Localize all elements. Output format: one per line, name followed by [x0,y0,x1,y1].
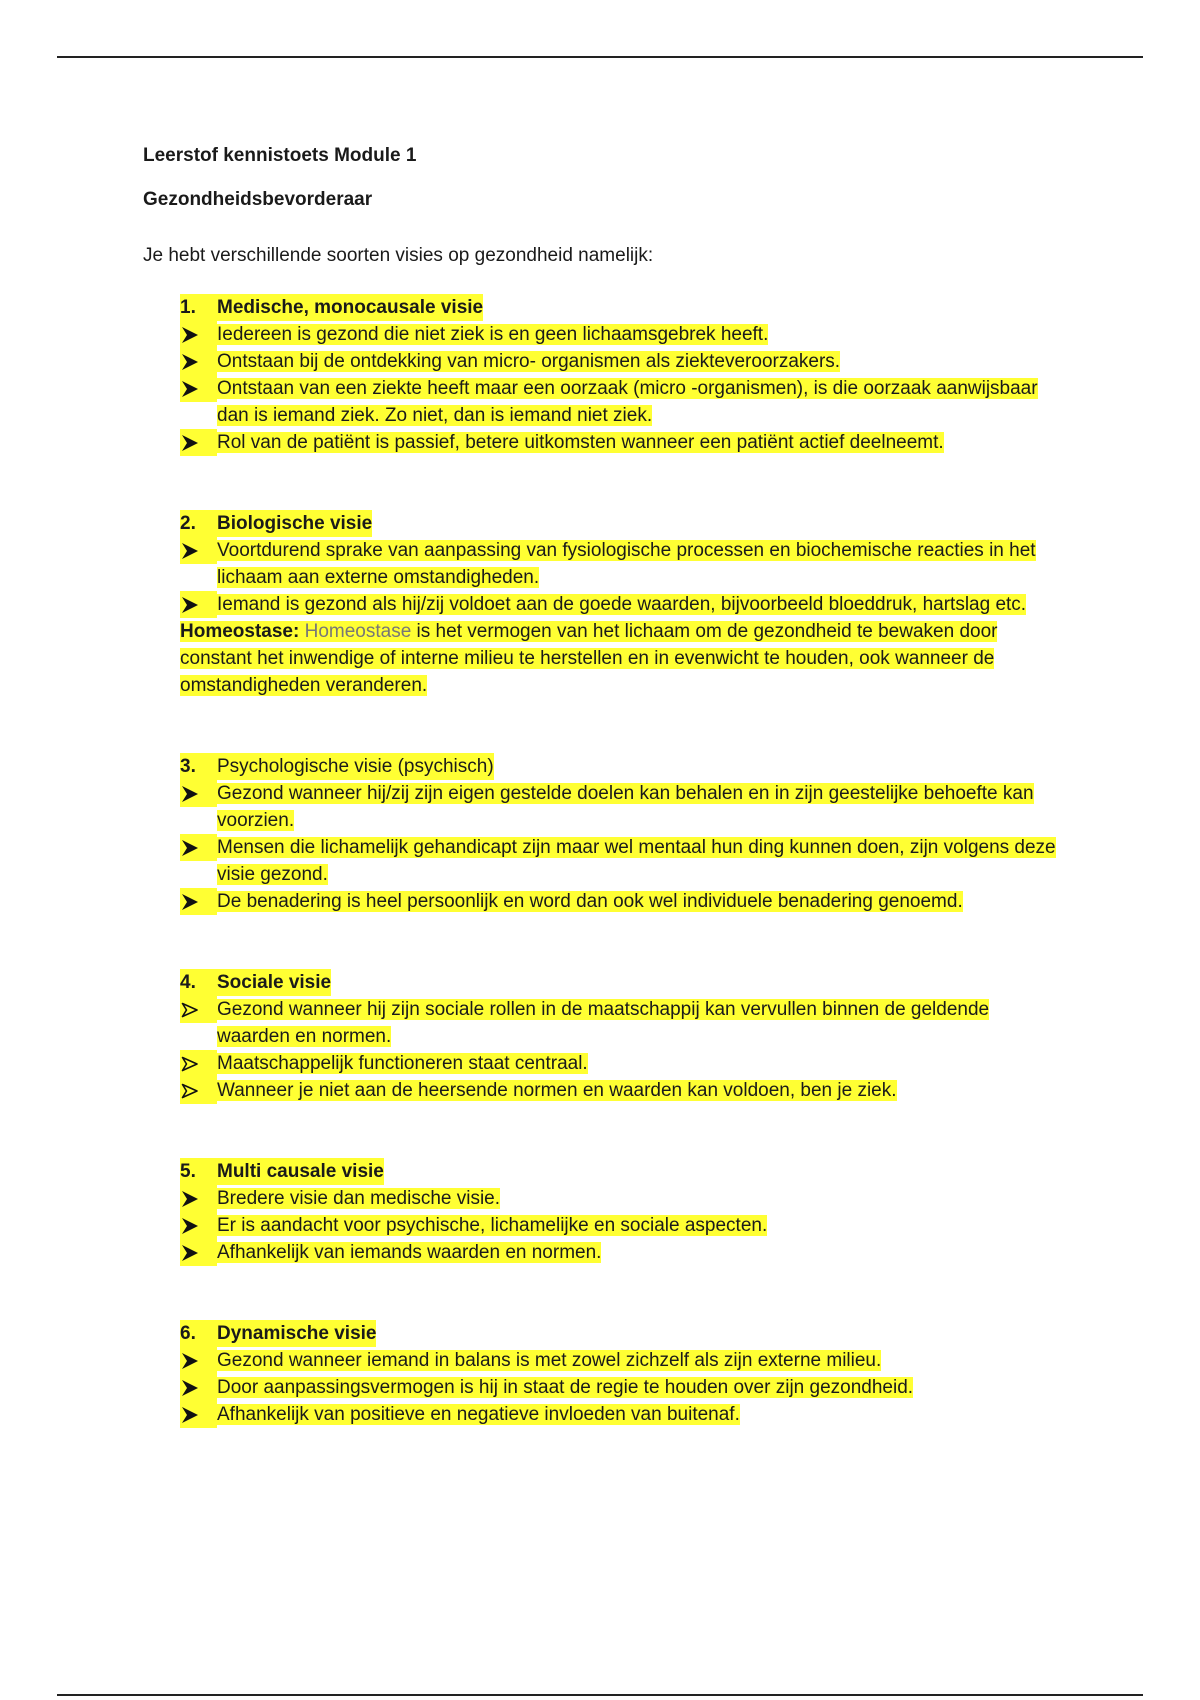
arrow-bullet-icon [180,1239,217,1266]
bullet-text: Afhankelijk van iemands waarden en normen. [217,1242,602,1263]
bullet-text: Bredere visie dan medische visie. [217,1188,501,1209]
arrow-bullet-icon [180,537,217,564]
section-heading [180,294,1063,321]
bullet-text: Gezond wanneer iemand in balans is met zowel zichzelf als zijn externe milieu. [217,1350,882,1371]
arrow-bullet-icon [180,375,217,402]
homeostase-definition [180,618,1063,699]
visie-section [180,510,1063,699]
arrow-bullet-icon [180,321,217,348]
arrow-bullet-icon [180,348,217,375]
section-heading [180,753,1063,780]
arrow-bullet-icon [180,1374,217,1401]
bullet-item [180,1185,1063,1212]
bullet-item [180,780,1063,834]
document-title: Leerstof kennistoets Module 1 [143,145,417,166]
visie-section [180,969,1063,1104]
bullet-item [180,1050,1063,1077]
bullet-item [180,429,1063,456]
bullet-item [180,537,1063,591]
bullet-item [180,834,1063,888]
definition-label: Homeostase: [180,621,300,642]
bullet-text: Ontstaan van een ziekte heeft maar een oorzaak (micro -organismen), is die oorzaak aanwijsbaar dan is iemand ziek. Zo niet, dan is iemand niet ziek. [217,378,1038,426]
section-heading [180,1158,1063,1185]
arrow-bullet-icon [180,1212,217,1239]
bullet-item [180,888,1063,915]
bullet-text: De benadering is heel persoonlijk en word dan ook wel individuele benadering genoemd. [217,891,963,912]
bullet-item [180,996,1063,1050]
arrow-bullet-icon [180,591,217,618]
arrow-bullet-icon [180,1185,217,1212]
section-heading [180,1320,1063,1347]
bullet-item [180,1239,1063,1266]
section-title: Biologische visie [217,513,373,534]
section-title: Sociale visie [217,972,332,993]
arrow-bullet-icon [180,834,217,861]
section-number: 1. [180,297,196,318]
sections-list [143,294,1063,1428]
bullet-text: Er is aandacht voor psychische, lichamelijke en sociale aspecten. [217,1215,768,1236]
section-number: 4. [180,972,196,993]
bullet-item [180,321,1063,348]
document-subtitle: Gezondheidsbevorderaar [143,189,373,210]
section-heading [180,510,1063,537]
visie-section [180,753,1063,915]
arrow-bullet-icon [180,1050,217,1077]
bullet-item [180,1401,1063,1428]
bullet-item [180,1212,1063,1239]
footer-rule [57,1694,1143,1696]
bullet-text: Iemand is gezond als hij/zij voldoet aan de goede waarden, bijvoorbeeld bloeddruk, hartslag etc. [217,594,1027,615]
arrow-bullet-icon [180,429,217,456]
arrow-bullet-icon [180,888,217,915]
bullet-text: Voortdurend sprake van aanpassing van fysiologische processen en biochemische reacties in het lichaam aan externe omstandigheden. [217,540,1036,588]
arrow-bullet-icon [180,996,217,1023]
bullet-text: Gezond wanneer hij/zij zijn eigen gestelde doelen kan behalen en in zijn geestelijke behoefte kan voorzien. [217,783,1034,831]
bullet-item [180,1347,1063,1374]
section-heading [180,969,1063,996]
bullet-text: Afhankelijk van positieve en negatieve invloeden van buitenaf. [217,1404,740,1425]
section-number: 6. [180,1323,196,1344]
bullet-text: Gezond wanneer hij zijn sociale rollen in de maatschappij kan vervullen binnen de geldende waarden en normen. [217,999,990,1047]
arrow-bullet-icon [180,1347,217,1374]
intro-paragraph: Je hebt verschillende soorten visies op gezondheid namelijk: [143,245,654,266]
bullet-item [180,375,1063,429]
arrow-bullet-icon [180,1077,217,1104]
bullet-text: Door aanpassingsvermogen is hij in staat de regie te houden over zijn gezondheid. [217,1377,914,1398]
bullet-item [180,1374,1063,1401]
bullet-text: Rol van de patiënt is passief, betere uitkomsten wanneer een patiënt actief deelneemt. [217,432,944,453]
arrow-bullet-icon [180,1401,217,1428]
bullet-item [180,348,1063,375]
visie-section [180,1158,1063,1266]
arrow-bullet-icon [180,780,217,807]
section-title: Dynamische visie [217,1323,377,1344]
section-title: Medische, monocausale visie [217,297,484,318]
bullet-item [180,1077,1063,1104]
header-rule [57,56,1143,58]
bullet-text: Mensen die lichamelijk gehandicapt zijn maar wel mentaal hun ding kunnen doen, zijn volgens deze visie gezond. [217,837,1056,885]
section-title: Multi causale visie [217,1161,384,1182]
section-number: 5. [180,1161,196,1182]
section-number: 2. [180,513,196,534]
bullet-text: Wanneer je niet aan de heersende normen en waarden kan voldoen, ben je ziek. [217,1080,897,1101]
bullet-text: Maatschappelijk functioneren staat centraal. [217,1053,588,1074]
definition-term: Homeostase [304,621,412,642]
visie-section [180,294,1063,456]
bullet-text: Iedereen is gezond die niet ziek is en geen lichaamsgebrek heeft. [217,324,769,345]
bullet-item [180,591,1063,618]
section-number: 3. [180,756,196,777]
visie-section [180,1320,1063,1428]
section-title: Psychologische visie (psychisch) [217,756,494,777]
bullet-text: Ontstaan bij de ontdekking van micro- organismen als ziekteveroorzakers. [217,351,841,372]
document-body [143,142,1063,1482]
definition-text: is het vermogen van het lichaam om de gezondheid te bewaken door constant het inwendige of interne milieu te herstellen en in evenwicht te houden, ook wanneer de omstandigheden veranderen. [180,621,998,696]
